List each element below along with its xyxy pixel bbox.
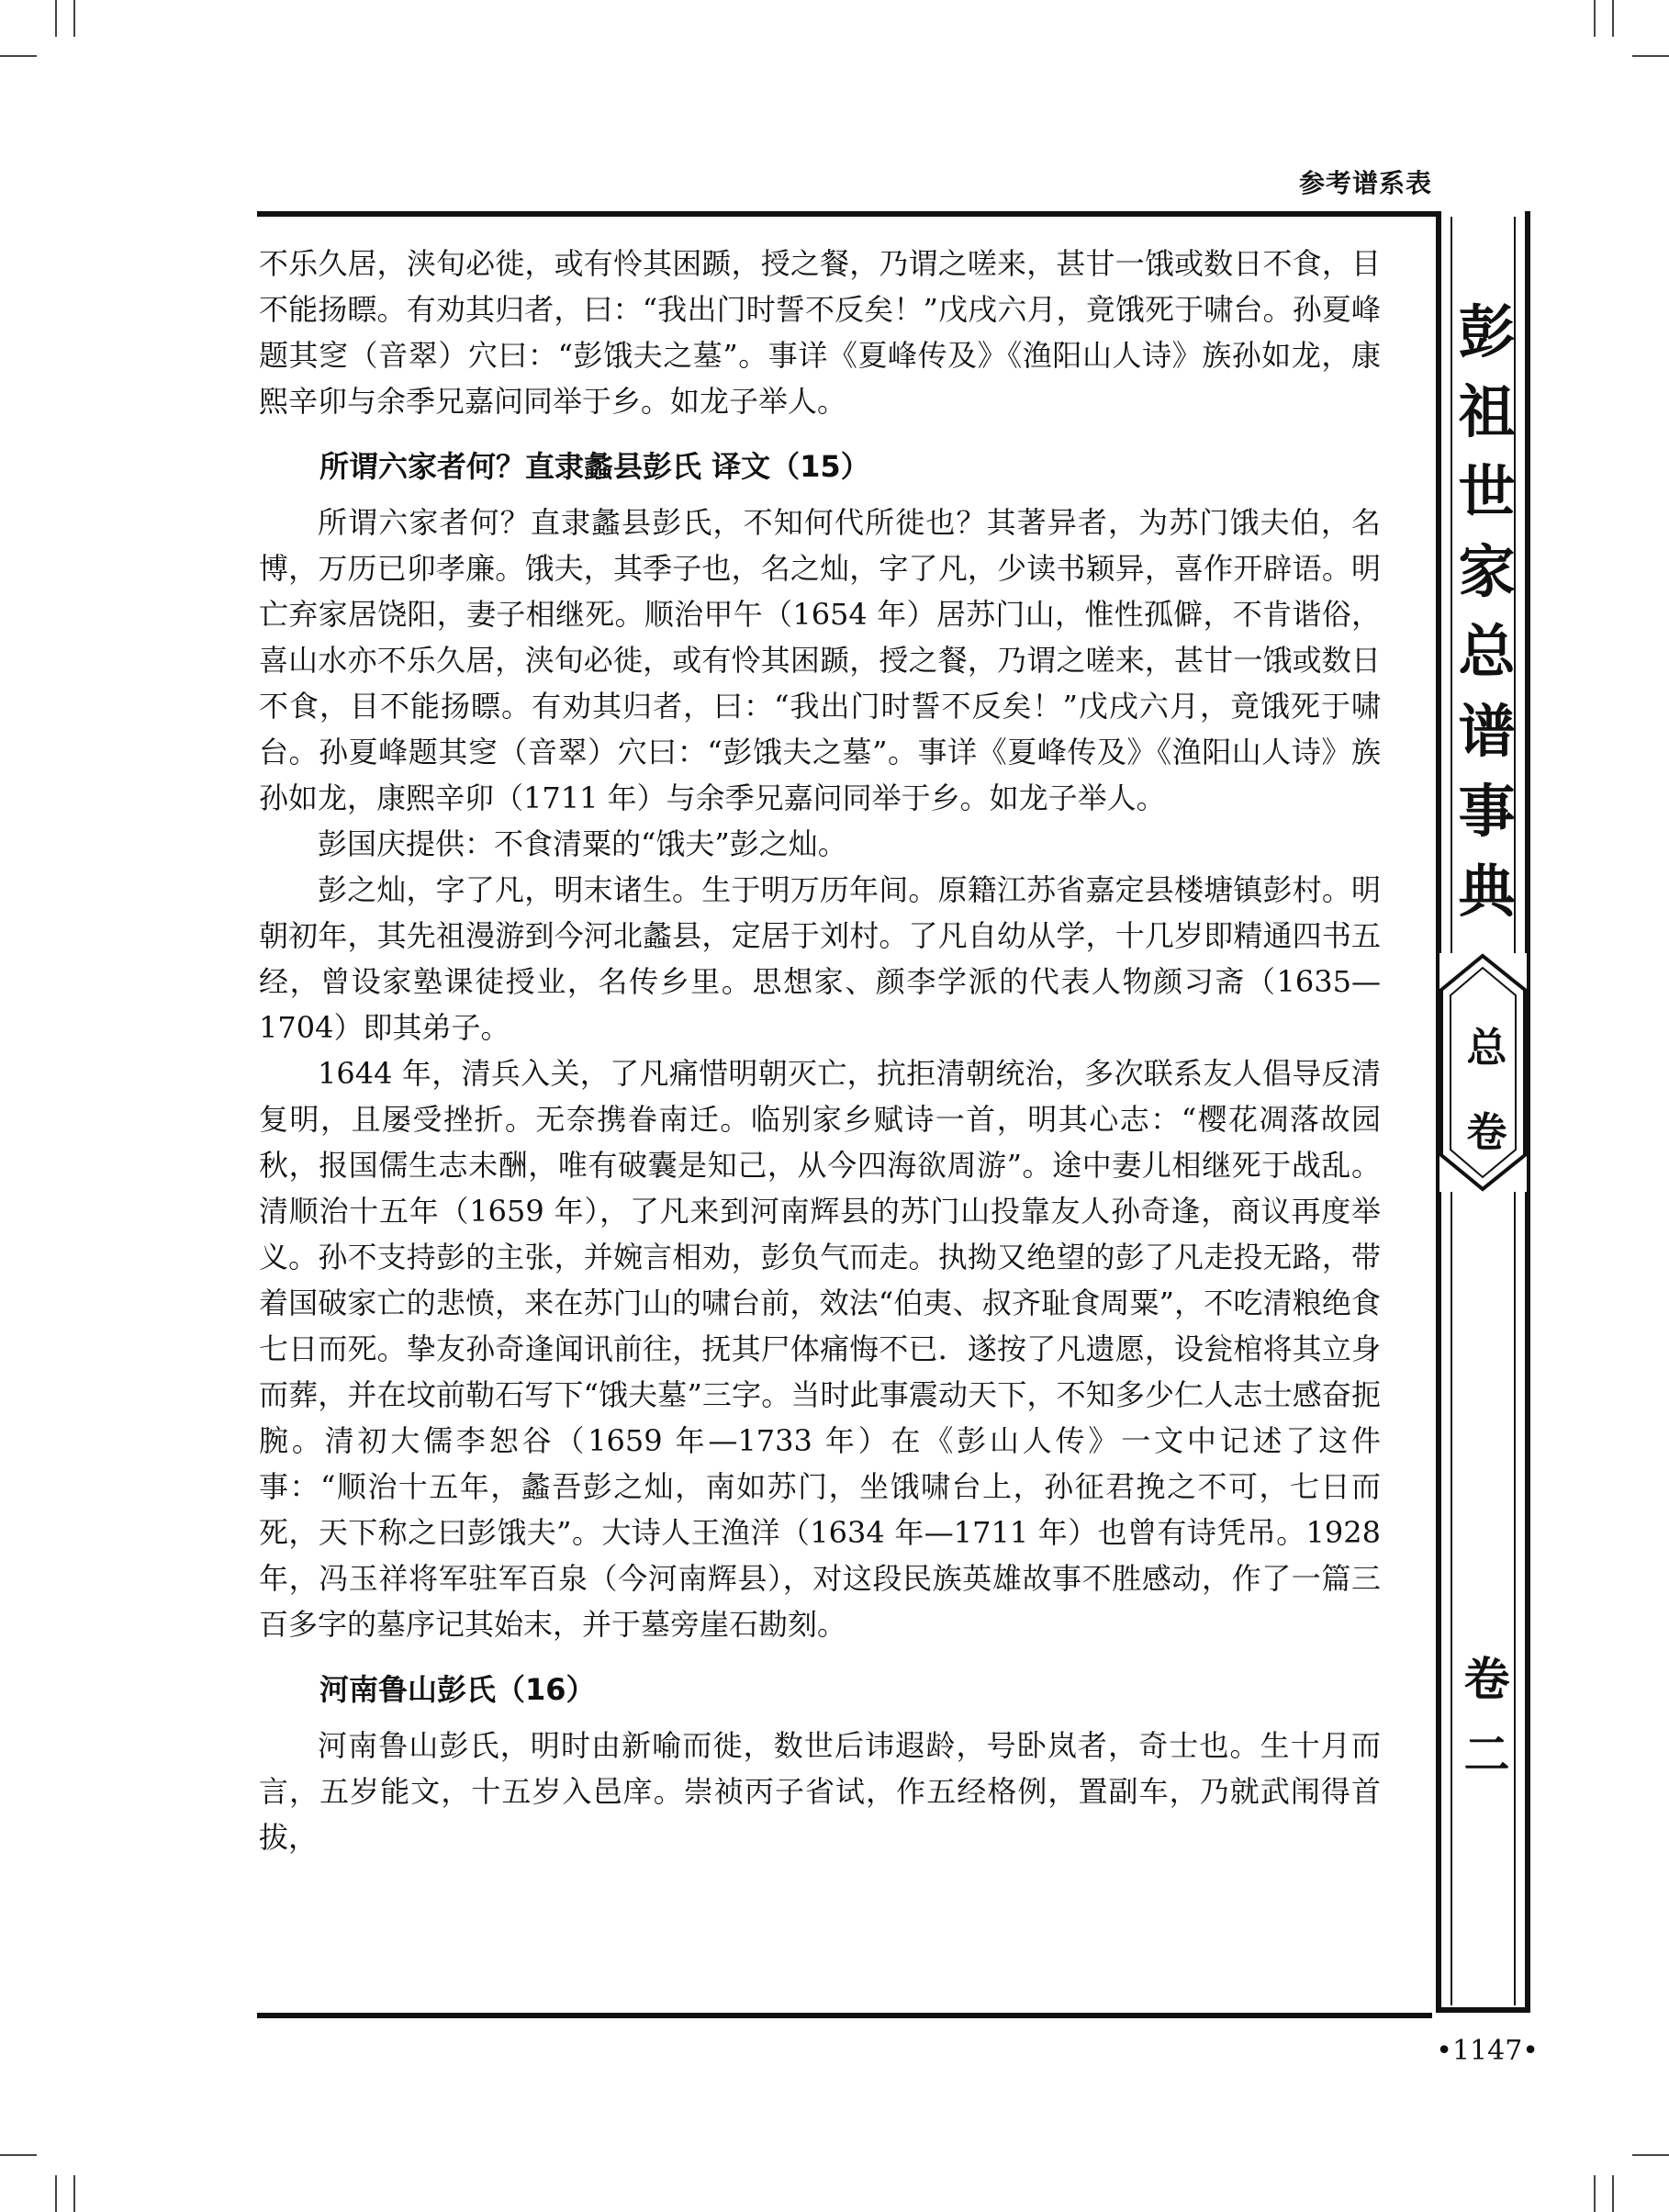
crop-mark xyxy=(1612,2175,1614,2212)
section-heading: 所谓六家者何？直隶蠡县彭氏 译文（15） xyxy=(319,449,870,484)
top-rule xyxy=(257,211,1538,217)
running-header: 参考谱系表 xyxy=(1298,168,1432,198)
crop-mark xyxy=(0,55,37,57)
crop-mark xyxy=(73,2175,75,2212)
series-title-text: 彭祖世家总谱事典 xyxy=(1458,298,1516,925)
volume-label xyxy=(1436,1642,1538,1792)
crop-mark xyxy=(1612,0,1614,37)
paragraph: 所谓六家者何？直隶蠡县彭氏，不知何代所徙也？其著异者，为苏门饿夫伯，名博，万历已卯孝廉。饿夫，其季子也，名之灿，字了凡，少读书颖异，喜作开辟语。明亡弃家居饶阳，妻子相继死。顺治甲午（1654 年）居苏门山，惟性孤僻，不肯谐俗，喜山水亦不乐久居，浃旬必徙，或有怜其困踬，授之餐，乃谓之嗟来，甚甘一饿或数日不食，目不能扬瞟。有劝其归者，曰：“我出门时誓不反矣！”戊戌六月，竟饿死于啸台。孙夏峰题其窆（音翠）穴曰：“彭饿夫之墓”。事详《夏峰传及》《渔阳山人诗》族孙如龙，康熙辛卯（1711 年）与余季兄嘉问同举于乡。如龙子举人。 xyxy=(259,505,1381,815)
paragraph: 河南鲁山彭氏，明时由新喻而徙，数世后讳遐龄，号卧岚者，奇士也。生十月而言，五岁能文，十五岁入邑庠。崇祯丙子省试，作五经格例，置副车，乃就武闱得首拔， xyxy=(259,1728,1381,1855)
paragraph: 彭之灿，字了凡，明末诸生。生于明万历年间。原籍江苏省嘉定县楼塘镇彭村。明朝初年，其先祖漫游到今河北蠡县，定居于刘村。了凡自幼从学，十几岁即精通四书五经，曾设家塾课徒授业，名传乡里。思想家、颜李学派的代表人物颜习斋（1635—1704）即其弟子。 xyxy=(259,872,1381,1045)
crop-mark xyxy=(1632,55,1669,57)
bottom-rule xyxy=(257,2013,1432,2018)
crop-mark xyxy=(55,2175,57,2212)
section-heading: 河南鲁山彭氏（16） xyxy=(319,1672,596,1707)
section-label xyxy=(1436,1006,1538,1175)
side-banner xyxy=(1436,211,1538,2018)
paragraph: 不乐久居，浃旬必徙，或有怜其困踬，授之餐，乃谓之嗟来，甚甘一饿或数日不食，目不能扬瞟。有劝其归者，曰：“我出门时誓不反矣！”戊戌六月，竟饿死于啸台。孙夏峰题其窆（音翠）穴曰：“彭饿夫之墓”。事详《夏峰传及》《渔阳山人诗》族孙如龙，康熙辛卯与余季兄嘉问同举于乡。如龙子举人。 xyxy=(259,246,1381,419)
page-number: •1147• xyxy=(1436,2035,1539,2067)
volume-label-text: 卷二 xyxy=(1463,1652,1510,1781)
crop-mark xyxy=(1632,2154,1669,2156)
crop-mark xyxy=(1594,2175,1596,2212)
crop-mark xyxy=(1594,0,1596,37)
crop-mark xyxy=(55,0,57,37)
crop-mark xyxy=(73,0,75,37)
paragraph: 彭国庆提供：不食清粟的“饿夫”彭之灿。 xyxy=(318,826,847,861)
paragraph: 1644 年，清兵入关，了凡痛惜明朝灭亡，抗拒清朝统治，多次联系友人倡导反清复明，且屡受挫折。无奈携眷南迁。临别家乡赋诗一首，明其心志：“樱花凋落故园秋，报国儒生志未酬，唯有破囊是知己，从今四海欲周游”。途中妻儿相继死于战乱。清顺治十五年（1659 年），了凡来到河南辉县的苏门山投靠友人孙奇逢，商议再度举义。孙不支持彭的主张，并婉言相劝，彭负气而走。执拗又绝望的彭了凡走投无路，带着国破家亡的悲愤，来在苏门山的啸台前，效法“伯夷、叔齐耻食周粟”，不吃清粮绝食七日而死。挚友孙奇逢闻讯前往，抚其尸体痛悔不已．遂按了凡遗愿，设瓮棺将其立身而葬，并在坟前勒石写下“饿夫墓”三字。当时此事震动天下，不知多少仁人志士感奋扼腕。清初大儒李恕谷（1659 年—1733 年）在《彭山人传》一文中记述了这件事：“顺治十五年，蠡吾彭之灿，南如苏门，坐饿啸台上，孙征君挽之不可，七日而死，天下称之曰彭饿夫”。大诗人王渔洋（1634 年—1711 年）也曾有诗凭吊。1928 年，冯玉祥将军驻军百泉（今河南辉县），对这段民族英雄故事不胜感动，作了一篇三百多字的墓序记其始末，并于墓旁崖石勘刻。 xyxy=(259,1056,1381,1642)
series-title xyxy=(1436,292,1538,931)
main-text xyxy=(259,241,1381,1860)
section-label-text: 总卷 xyxy=(1466,1025,1507,1156)
crop-mark xyxy=(0,2154,37,2156)
